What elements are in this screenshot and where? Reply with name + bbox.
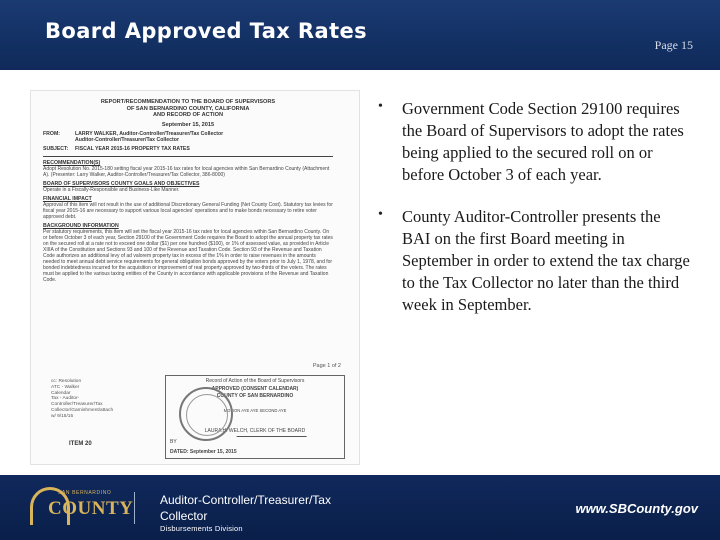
from-title: Auditor-Controller/Treasurer/Tax Collector: [75, 137, 179, 144]
section-text: Per statutory requirements, this item will set the fiscal year 2015-16 tax rates for local agencies within San Bernardino County. On or before October 3 of each year, Section 29100 of the Government Code requires the Board to adopt the annual property tax rates on the secured roll at a rate not to exceed one dollar ($1) per one hundred ($100), or 1% of assessed value, as provided in Article XIIIA of the Constitution and Sections 93 and 100 of the Revenue and Taxation Code. Section 93 of the Revenue and Taxation Code authorizes an additional levy of ad valorem property tax in excess of the 1% in order to raise revenues in the amounts needed to meet annual debt service requirements for general obligation bonds approved by the voters prior to July 1, 1978, and for bonded indebtedness incurred for the acquisition or improvement of real property approved by two-thirds of the voters. The rates must be applied to the various taxing entities of the County in accordance with applicable provisions of the Revenue and Taxation Code.: [43, 229, 333, 284]
section-text: Operate in a Fiscally-Responsible and Business-Like Manner.: [43, 187, 180, 194]
cc-line: Tax - Auditor-Controller/Treasurer/Tax: [51, 396, 103, 408]
cc-line: Calendar: [51, 390, 71, 396]
division-name: Disbursements Division: [160, 524, 243, 533]
department-name: [160, 492, 331, 524]
record-of-action: [39, 373, 351, 461]
county-logo: [28, 485, 134, 529]
logo-word: COUNTY: [48, 498, 134, 519]
cc-line: w/ 9/15/15: [51, 413, 74, 419]
subject-label: SUBJECT:: [43, 146, 69, 153]
from-value: [75, 131, 223, 144]
signature-icon: [236, 423, 311, 437]
bullet-text: Government Code Section 29100 requires the Board of Supervisors to adopt the rates being applied to the secured roll on or before October 3 of each year.: [402, 99, 684, 184]
page-number: Page 15: [654, 38, 693, 52]
section-title: BACKGROUND INFORMATION: [43, 223, 119, 230]
report-date: September 15, 2015: [161, 121, 215, 128]
department-line: Auditor-Controller/Treasurer/Tax: [160, 493, 331, 507]
department-line: Collector: [160, 509, 208, 523]
record-line: COUNTY OF SAN BERNARDINO: [216, 393, 294, 399]
record-line: APPROVED (CONSENT CALENDAR): [211, 386, 299, 392]
section-title: BOARD OF SUPERVISORS COUNTY GOALS AND OBJECTIVES: [43, 180, 200, 187]
bullet-dot-icon: •: [378, 207, 383, 222]
record-line: DATED: September 15, 2015: [170, 449, 237, 455]
board-report-body: [43, 99, 333, 283]
cc-line: Collector/Garnishment/attach: [51, 407, 114, 413]
from-label: FROM:: [43, 130, 60, 137]
subject-value: FISCAL YEAR 2015-16 PROPERTY TAX RATES: [75, 146, 190, 153]
bullet-text: County Auditor-Controller presents the BAI on the first Board meeting in September in order to extend the tax charge to the Tax Collector no later than the third week in September.: [402, 207, 690, 314]
report-heading-line: REPORT/RECOMMENDATION TO THE BOARD OF SUPERVISORS: [100, 99, 276, 105]
record-line: MOTION AYE AYE SECOND AYE: [223, 408, 287, 413]
cc-line: cc: Resolution: [51, 379, 82, 384]
cc-list: [51, 379, 114, 420]
scanned-board-report: [30, 90, 360, 465]
county-seal-icon: [179, 387, 233, 441]
logo-top-text: SAN BERNARDINO: [58, 490, 112, 496]
bullet-dot-icon: •: [378, 99, 383, 114]
report-heading-line: OF SAN BERNARDINO COUNTY, CALIFORNIA: [126, 105, 250, 112]
bullet-item: [378, 98, 690, 186]
footer-divider: [134, 492, 135, 524]
section-text: Approval of this item will not result in the use of additional Discretionary General Funding (Net County Cost). Statutory tax levies for fiscal year 2015-16 are necessary to support various local agencies' operations and to make bonds necessary to retire voter approved debt.: [43, 202, 333, 221]
cc-line: ATC - Walker: [51, 384, 80, 390]
section-text: Adopt Resolution No. 2015-180 setting fiscal year 2015-16 tax rates for local agencies within San Bernardino County (Attachment A). (Presenter: Larry Walker, Auditor-Controller/Treasurer/Tax Collector, 386-8000): [43, 165, 330, 178]
footer-bar: [0, 475, 720, 540]
report-subject: [43, 146, 333, 152]
slide-title: Board Approved Tax Rates: [45, 19, 368, 43]
report-from: [43, 131, 333, 144]
record-line: BY: [170, 439, 177, 445]
bullet-item: [378, 206, 690, 316]
report-divider: [43, 156, 333, 157]
section-title: RECOMMENDATION(S): [43, 159, 101, 166]
county-website-link[interactable]: www.SBCounty.gov: [575, 501, 698, 516]
report-heading: [43, 99, 333, 119]
from-name: LARRY WALKER, Auditor-Controller/Treasurer/Tax Collector: [75, 130, 224, 137]
title-bar: [0, 0, 720, 70]
record-line: LAURA H. WELCH, CLERK OF THE BOARD: [204, 428, 306, 434]
report-page-label: Page 1 of 2: [312, 363, 341, 369]
record-line: Record of Action of the Board of Supervisors: [205, 378, 305, 384]
report-heading-line: AND RECORD OF ACTION: [152, 112, 224, 119]
section-title: FINANCIAL IMPACT: [43, 196, 92, 203]
bullet-list: [378, 98, 690, 336]
item-number: ITEM 20: [69, 441, 92, 447]
